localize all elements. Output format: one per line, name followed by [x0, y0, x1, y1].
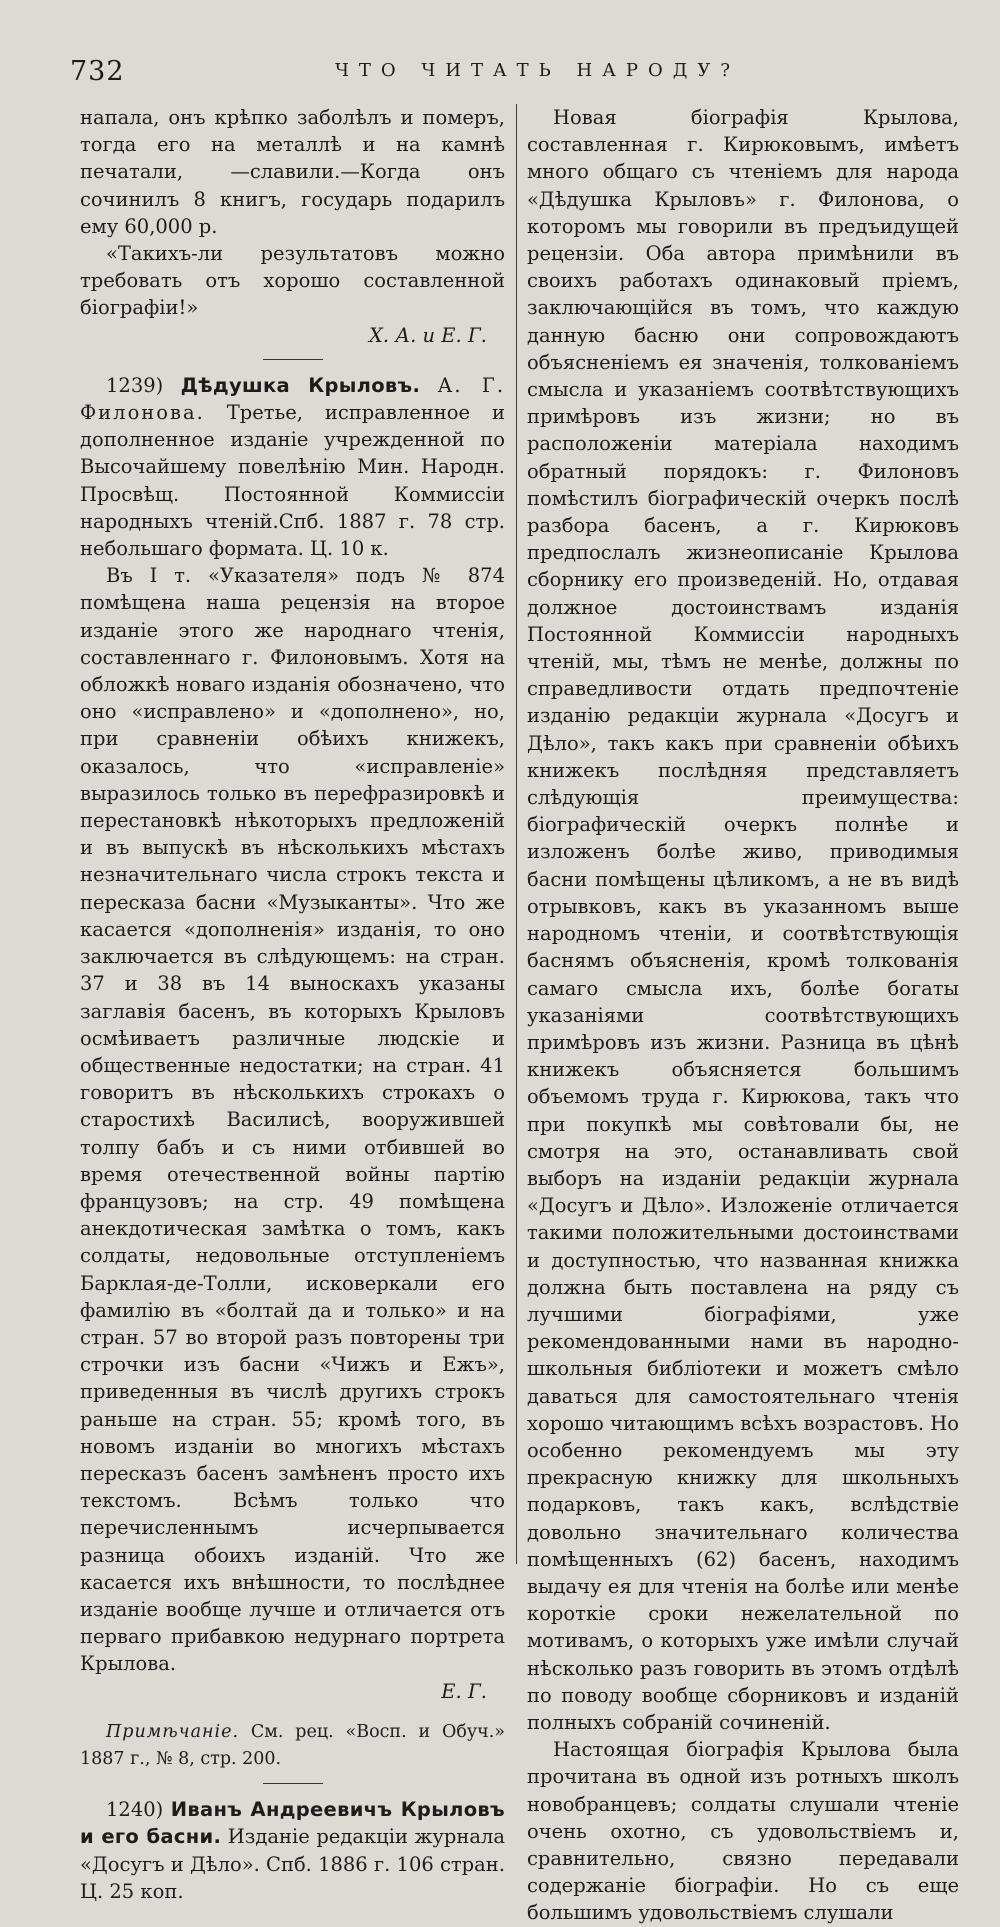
entry-1240-title: Иванъ Андреевичъ Крыловъ и его басни.	[80, 1798, 505, 1849]
entry-1239-details: Третье, исправленное и дополненное изданіе учрежденной по Высочайшему повелѣнію Мин. Народн. Просвѣщ. Постоянной Коммиссіи народныхъ чтеній.Спб. 1887 г. 78 стр. небольшаго формата. Ц. 10 к.	[80, 401, 505, 561]
entry-1240-details: Изданіе редакціи журнала «Досугъ и Дѣло». Спб. 1886 г. 106 стран. Ц. 25 коп.	[80, 1825, 506, 1903]
entry-1240-number: 1240)	[106, 1798, 164, 1822]
entry-1239-author: А. Г. Филонова.	[80, 373, 506, 425]
right-paragraph-1: Новая біографія Крылова, составленная г. Кирюковымъ, имѣетъ много общаго съ чтеніемъ для народа «Дѣдушка Крыловъ» г. Филонова, о которомъ мы говорили въ предъидущей рецензіи. Оба автора примѣнили въ своихъ работахъ одинаковый пріемъ, заключающійся въ томъ, что каждую данную басню они сопровождаютъ объясненіемъ ея значенія, толкованіемъ смысла и указаніемъ соотвѣтствующихъ примѣровъ изъ жизни; но въ расположеніи матеріала находимъ обратный порядокъ: г. Филоновъ помѣстилъ біографическій очеркъ послѣ разбора басенъ, а г. Кирюковъ предпослалъ жизнеописаніе Крылова сборнику его произведеній. Но, отдавая должное достоинствамъ изданія Постоянной Коммиссіи народныхъ чтеній, мы, тѣмъ не менѣе, должны по справедливости отдать предпочтеніе изданію редакціи журнала «Досугъ и Дѣло», такъ какъ при сравненіи обѣихъ книжекъ послѣдняя представляетъ слѣдующія преимущества: біографическій очеркъ полнѣе и изложенъ болѣе живо, приводимыя басни помѣщены цѣликомъ, а не въ видѣ отрывковъ, какъ въ указанномъ выше народномъ чтеніи, и соотвѣтствующія баснямъ объясненія, кромѣ толкованія самаго смысла ихъ, болѣе богаты указаніями соотвѣтствующихъ примѣровъ изъ жизни. Разница въ цѣнѣ книжекъ объясняется большимъ объемомъ труда г. Кирюкова, такъ что при покупкѣ мы совѣтовали бы, не смотря на это, останавливать свой выборъ на изданіи редакціи журнала «Досугъ и Дѣло». Изложеніе отличается такими положительными достоинствами и доступностью, что названная книжка должна быть поставлена на ряду съ лучшими біографіями, уже рекомендованными нами въ народно-школьныя библіотеки и можетъ смѣло даваться для самостоятельнаго чтенія хорошо читающимъ всѣхъ возрастовъ. Но особенно рекомендуемъ мы эту прекрасную книжку для школьныхъ подарковъ, такъ какъ, вслѣдствіе довольно значительнаго количества помѣщенныхъ (62) басенъ, находимъ выдачу ея для чтенія на болѣе или менѣе короткіе сроки нежелательной по мотивамъ, о которыхъ уже имѣли случай нѣсколько разъ говорить въ этомъ отдѣлѣ по поводу вообще сборниковъ и изданій полныхъ собраній сочиненій.	[527, 106, 959, 1734]
section-rule	[263, 359, 323, 360]
note	[80, 1719, 505, 1773]
entry-1239-number: 1239)	[106, 373, 164, 397]
section-rule-2	[263, 1783, 323, 1784]
entry-1239-title: Дѣдушка Крыловъ.	[180, 373, 421, 397]
running-title: ЧТО ЧИТАТЬ НАРОДУ?	[335, 60, 740, 81]
quote-text: «Такихъ-ли результатовъ можно требовать отъ хорошо составленной біографіи!»	[80, 242, 505, 320]
page-number: 732	[70, 56, 125, 87]
column-divider	[516, 104, 517, 1564]
intro-text: напала, онъ крѣпко заболѣлъ и померъ, тогда его на металлѣ и на камнѣ печатали, —славили.—Когда онъ сочинилъ 8 книгъ, государь подарилъ ему 60,000 р.	[80, 106, 505, 238]
left-column	[80, 104, 505, 1905]
signature-1: Х. А. и Е. Г.	[369, 323, 487, 347]
note-label: Примѣчаніе.	[106, 1721, 240, 1742]
page-header	[70, 56, 970, 96]
right-column	[527, 104, 959, 1927]
entry-1240	[80, 1796, 505, 1905]
signature-2: Е. Г.	[441, 1679, 487, 1703]
review-text: Въ I т. «Указателя» подъ № 874 помѣщена наша рецензія на второе изданіе этого же народнаго чтенія, составленнаго г. Филоновымъ. Хотя на обложкѣ новаго изданія обозначено, что оно «исправлено» и «дополнено», но, при сравненіи обѣихъ книжекъ, оказалось, что «исправленіе» выразилось только въ перефразировкѣ и перестановкѣ нѣкоторыхъ предложеній и въ выпускѣ въ нѣсколькихъ мѣстахъ незначительнаго числа строкъ текста и пересказа басни «Музыканты». Что же касается «дополненія» изданія, то оно заключается въ слѣдующемъ: на стран. 37 и 38 въ 14 выноскахъ указаны заглавія басенъ, въ которыхъ Крыловъ осмѣиваетъ различные людскіе и общественные недостатки; на стран. 41 говоритъ въ нѣсколькихъ строкахъ о старостихѣ Василисѣ, вооружившей толпу бабъ и съ ними отбившей во время отечественной войны партію французовъ; на стр. 49 помѣщена анекдотическая замѣтка о томъ, какъ солдаты, недовольные отступленіемъ Барклая-де-Толли, исковеркали его фамилію въ «болтай да и только» и на стран. 57 во второй разъ повторены три строчки изъ басни «Чижъ и Ежъ», приведенныя въ числѣ другихъ строкъ раньше на стран. 55; кромѣ того, въ новомъ изданіи во многихъ мѣстахъ пересказъ басенъ замѣненъ просто ихъ текстомъ. Всѣмъ только что перечисленнымъ исчерпывается разница обоихъ изданій. Что же касается ихъ внѣшности, то послѣднее изданіе вообще лучше и отличается отъ перваго прибавкою недурнаго портрета Крылова.	[80, 564, 505, 1676]
spacer	[80, 1705, 505, 1719]
right-paragraph-2: Настоящая біографія Крылова была прочитана въ одной изъ ротныхъ школъ новобранцевъ; солдаты слушали чтеніе очень охотно, съ удовольствіемъ и, сравнительно, связно передавали содержаніе біографіи. Но съ еще большимъ удовольствіемъ слушали	[527, 1738, 959, 1925]
note-text: См. рец. «Восп. и Обуч.» 1887 г., № 8, стр. 200.	[80, 1721, 505, 1769]
entry-1239	[80, 372, 505, 562]
